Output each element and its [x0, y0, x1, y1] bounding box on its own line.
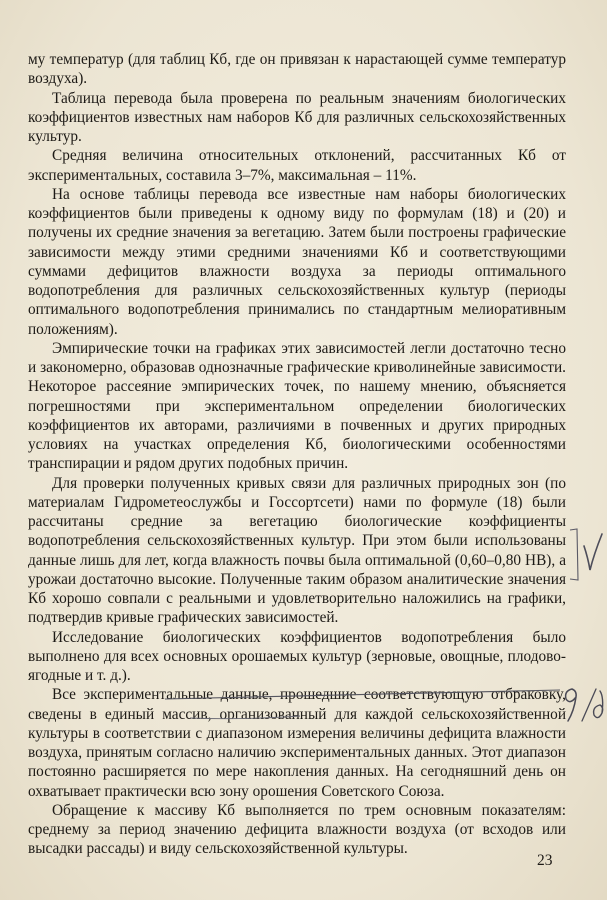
paragraph: му температур (для таблиц Кб, где он привязан к нарастающей сумме температур воздуха).	[28, 51, 566, 88]
paragraph: Эмпирические точки на графиках этих зависимостей легли достаточно тесно и закономерно, образовав однозначные графические криволинейные зависимости. Некоторое рассеяние эмпирических точек, по нашему мнению, объясняется погрешностями при экспериментальном определении биологических коэффициентов их авторами, различиями в почвенных и других природных условиях на участках определения Кб, биологическими особенностями транспирации и рядом других подобных причин.	[28, 339, 566, 473]
paragraph: Средняя величина относительных отклонений, рассчитанных Кб от экспериментальных, составила 3–7%, максимальная – 11%.	[28, 147, 566, 184]
body-text	[28, 50, 566, 859]
paragraph: Обращение к массиву Кб выполняется по трем основным показателям: среднему за период значению дефицита влажности воздуха (от всходов или высадки рассады) и виду сельскохозяйственной культуры.	[28, 801, 566, 858]
pencil-check-icon	[568, 526, 606, 582]
paragraph: Таблица перевода была проверена по реальным значениям биологических коэффициентов известных нам наборов Кб для различных сельскохозяйственных культур.	[28, 89, 566, 145]
paragraph: На основе таблицы перевода все известные нам наборы биологических коэффициентов были приведены к одному виду по формулам (18) и (20) и получены их средние значения за вегетацию. Затем были построены графические зависимости между этими средними значениями Кб и соответствующими суммами дефицитов влажности воздуха за периоды оптимального водопотребления для различных сельскохозяйственных культур (периоды оптимального водопотребления принимались по стандартным мелиоративным положениям).	[28, 185, 566, 338]
page-number: 23	[537, 852, 553, 869]
paragraph: Все экспериментальные данные, прошедшие соответствующую отбраковку, сведены в единый массив, организованный для каждой сельскохозяйственной культуры в соответствии с диапазоном измерения величины дефицита влажности воздуха, принятым согласно наличию экспериментальных данных. Этот диапазон постоянно расширяется по мере накопления данных. На сегодняшний день он охватывает практически всю зону орошения Советского Союза.	[28, 686, 566, 800]
paragraph: Исследование биологических коэффициентов водопотребления было выполнено для всех основных орошаемых культур (зерновые, овощные, плодово-ягодные и т. д.).	[28, 628, 566, 684]
handwritten-note-icon	[560, 683, 607, 727]
paragraph: Для проверки полученных кривых связи для различных природных зон (по материалам Гидрометеослужбы и Госсортсети) нами по формуле (18) были рассчитаны средние за вегетацию биологические коэффициенты водопотребления сельскохозяйственных культур. При этом были использованы данные лишь для лет, когда влажность почвы была оптимальной (0,60–0,80 HB), а урожаи достаточно высокие. Полученные таким образом аналитические значения Кб хорошо совпали с реальными и удовлетворительно наложились на графики, подтвердив кривые графических зависимостей.	[28, 474, 566, 627]
